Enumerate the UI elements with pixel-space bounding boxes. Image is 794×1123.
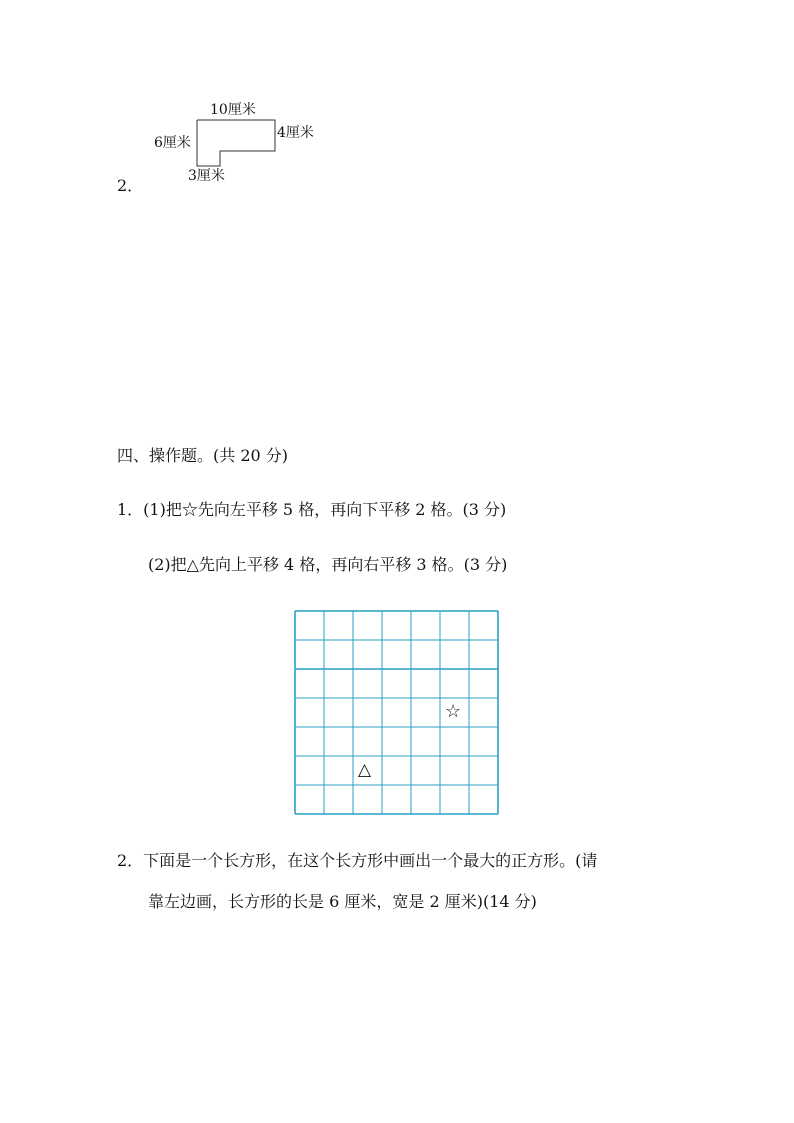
question-1-part-1: 1．(1)把☆先向左平移 5 格，再向下平移 2 格。(3 分) [117, 500, 507, 519]
section-4-title: 四、操作题。(共 20 分) [117, 446, 289, 465]
l-shape-figure [150, 96, 350, 196]
bottom-dimension-label: 3厘米 [188, 168, 225, 184]
top-dimension-label: 10厘米 [210, 102, 256, 118]
left-dimension-label: 6厘米 [154, 135, 191, 151]
right-dimension-label: 4厘米 [277, 125, 314, 141]
grid-lines [294, 610, 500, 816]
question-2-line-1: 2．下面是一个长方形，在这个长方形中画出一个最大的正方形。(请 [117, 851, 598, 870]
problem-number-2: 2． [117, 176, 144, 195]
star-shape: ☆ [445, 701, 462, 722]
translation-grid [294, 610, 500, 816]
triangle-shape: △ [358, 760, 372, 780]
question-2-line-2: 靠左边画，长方形的长是 6 厘米，宽是 2 厘米)(14 分) [148, 892, 537, 911]
question-1-part-2: (2)把△先向上平移 4 格，再向右平移 3 格。(3 分) [148, 555, 508, 574]
